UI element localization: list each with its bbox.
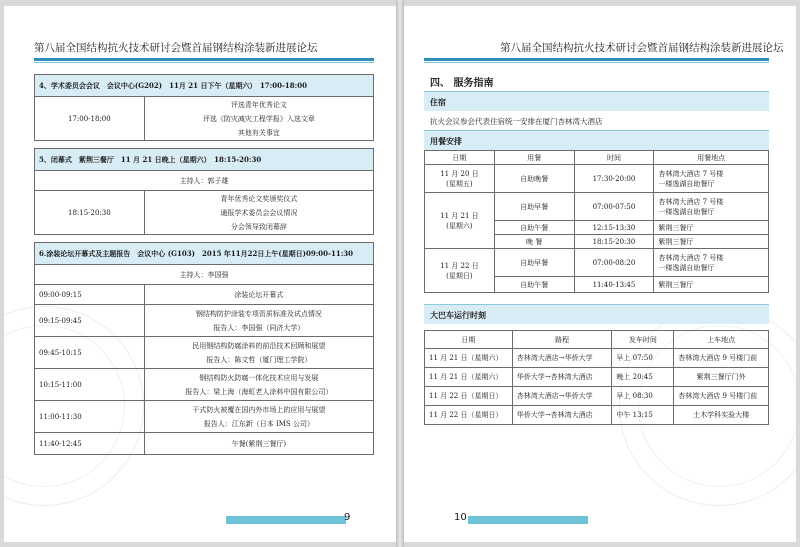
agenda-item: 干式防火被覆在国内外市场上的应用与展望	[192, 405, 326, 414]
place-cell: 土木学科实验大楼	[674, 406, 769, 425]
place-cell: 紫荆三餐厅	[654, 221, 769, 235]
agenda-cell	[144, 285, 373, 305]
lodging-text: 抗火会议参会代表住宿统一安排在厦门杏林湾大酒店	[430, 117, 603, 126]
meal-cell: 自助早餐	[494, 193, 574, 221]
agenda-item: 分会领导致闭幕辞	[230, 222, 287, 231]
agenda-item: 评选青年优秀论文	[230, 100, 287, 109]
time-cell: 11:40-13:45	[574, 277, 654, 293]
time-cell: 早上 07:50	[612, 349, 674, 368]
section-5-header	[35, 149, 374, 171]
agenda-cell	[144, 401, 373, 433]
table-row	[425, 165, 769, 193]
section-5-row	[35, 191, 374, 235]
column-header: 时间	[574, 151, 654, 165]
table-row	[425, 387, 769, 406]
time-cell: 09:45-10:15	[35, 337, 145, 369]
agenda-item: 报告人：江东新（日本 IMS 公司）	[203, 419, 314, 428]
agenda-cell	[144, 337, 373, 369]
left-page	[4, 6, 396, 542]
left-schedule-table	[34, 74, 374, 455]
meal-cell: 自助午餐	[494, 221, 574, 235]
time-cell: 中午 13:15	[612, 406, 674, 425]
section-6-title: 6.涂装论坛开幕式及主题报告 会议中心 (G103) 2015 年11月22日上午(星期日)09:00-11:30	[35, 243, 374, 265]
meal-cell: 自助午餐	[494, 277, 574, 293]
time-cell: 18:15-20:30	[35, 191, 145, 235]
time-cell: 07:00-08:20	[574, 249, 654, 277]
service-guide-title: 四、 服务指南	[430, 78, 494, 89]
agenda-item: 钢结构防护涂装专项资质标准及试点情况	[195, 309, 322, 318]
place-cell: 杏林湾大酒店 9 号楼门前	[674, 349, 769, 368]
date-cell: 11 月 21 日（星期六）	[425, 368, 513, 387]
meal-header-row	[425, 151, 769, 165]
footer-bar	[468, 516, 588, 524]
place-cell: 紫荆三餐厅	[654, 235, 769, 249]
agenda-item: 涂装论坛开幕式	[234, 290, 284, 299]
header-rule-thin	[424, 62, 769, 63]
agenda-item: 青年优秀论文奖颁奖仪式	[220, 194, 298, 203]
header-rule-thin	[34, 62, 374, 63]
host-cell: 主持人：郭子雄	[35, 171, 374, 191]
section-4-title: 4、学术委员会会议 会议中心(G202) 11月 21 日下午（星期六） 17:00-18:00	[35, 75, 374, 97]
agenda-item: 午餐(紫荆三餐厅)	[231, 439, 287, 448]
place-cell: 紫荆三餐厅	[654, 277, 769, 293]
table-row	[425, 249, 769, 277]
agenda-item: 钢结构防火防腐一体化技术应用与发展	[199, 373, 319, 382]
table-row	[425, 193, 769, 221]
section-5-title: 5、闭幕式 紫荆三餐厅 11 月 21 日晚上（星期六） 18:15-20:30	[35, 149, 374, 171]
place-cell: 杏林湾大酒店 7 号楼 一楼逸湖自助餐厅	[654, 193, 769, 221]
route-cell: 杏林湾大酒店→华侨大学	[512, 387, 612, 406]
header-rule	[424, 58, 769, 61]
time-cell: 11:40-12:45	[35, 433, 145, 455]
date-cell: 11 月 20 日 (星期五)	[425, 165, 495, 193]
agenda-item: 报告人：李国强（同济大学）	[213, 323, 305, 332]
place-cell: 杏林湾大酒店 7 号楼 一楼逸湖自助餐厅	[654, 249, 769, 277]
agenda-item: 民用钢结构防腐涂料的前沿技术回顾和展望	[192, 341, 326, 350]
route-cell: 杏林湾大酒店→华侨大学	[512, 349, 612, 368]
agenda-cell	[144, 191, 373, 235]
meal-table	[424, 150, 769, 293]
lodging-heading: 住宿	[424, 91, 769, 111]
date-cell: 11 月 22 日（星期日）	[425, 406, 513, 425]
spacer-row	[35, 141, 374, 149]
time-cell: 10:15-11:00	[35, 369, 145, 401]
page-header-title: 第八届全国结构抗火技术研讨会暨首届钢结构涂装新进展论坛	[500, 42, 784, 54]
agenda-item: 报告人：陈文哲（厦门理工学院）	[206, 355, 312, 364]
time-cell: 早上 08:30	[612, 387, 674, 406]
place-cell: 杏林湾大酒店 9 号楼门前	[674, 387, 769, 406]
page-header-title: 第八届全国结构抗火技术研讨会暨首届钢结构涂装新进展论坛	[34, 42, 318, 54]
time-cell: 09:15-09:45	[35, 305, 145, 337]
column-header: 日期	[425, 331, 513, 349]
agenda-cell	[144, 433, 373, 455]
bus-heading: 大巴车运行时刻	[424, 304, 769, 324]
host-cell: 主持人：李国强	[35, 265, 374, 285]
agenda-item: 报告人：梁上海（海虹老人涂料中国有限公司）	[185, 387, 333, 396]
time-cell: 18:15-20:30	[574, 235, 654, 249]
column-header: 日期	[425, 151, 495, 165]
route-cell: 华侨大学→杏林湾大酒店	[512, 406, 612, 425]
agenda-item: 评选《防灾减灾工程学报》入选文章	[202, 114, 315, 123]
route-cell: 华侨大学→杏林湾大酒店	[512, 368, 612, 387]
table-row	[425, 406, 769, 425]
table-row	[35, 401, 374, 433]
table-row	[35, 285, 374, 305]
header-rule	[34, 58, 374, 61]
agenda-item: 其他有关事宜	[237, 128, 280, 137]
time-cell: 07:00-07:50	[574, 193, 654, 221]
time-cell: 晚上 20:45	[612, 368, 674, 387]
place-cell: 杏林湾大酒店 7 号楼 一楼逸湖自助餐厅	[654, 165, 769, 193]
meal-heading: 用餐安排	[424, 130, 769, 150]
column-header: 发车时间	[612, 331, 674, 349]
table-row	[425, 368, 769, 387]
page-number: 10	[454, 512, 467, 523]
meal-cell: 自助早餐	[494, 249, 574, 277]
agenda-cell	[144, 369, 373, 401]
table-row	[35, 337, 374, 369]
section-5-host-row	[35, 171, 374, 191]
column-header: 用餐地点	[654, 151, 769, 165]
agenda-cell	[144, 305, 373, 337]
agenda-item: 通报学术委员会会议情况	[220, 208, 298, 217]
agenda-cell	[144, 97, 373, 141]
book-spine	[396, 0, 404, 547]
column-header: 路程	[512, 331, 612, 349]
time-cell: 17:30-20:00	[574, 165, 654, 193]
spacer-row	[35, 235, 374, 243]
right-page	[404, 6, 796, 542]
date-cell: 11 月 21 日（星期六）	[425, 349, 513, 368]
footer-bar	[226, 516, 346, 524]
table-row	[35, 433, 374, 455]
date-cell: 11 月 22 日 (星期日)	[425, 249, 495, 293]
section-4-header	[35, 75, 374, 97]
place-cell: 紫荆三餐厅门外	[674, 368, 769, 387]
date-cell: 11 月 21 日 (星期六)	[425, 193, 495, 249]
column-header: 上车地点	[674, 331, 769, 349]
column-header: 用餐	[494, 151, 574, 165]
table-row	[425, 349, 769, 368]
table-row	[35, 369, 374, 401]
time-cell: 09:00-09:15	[35, 285, 145, 305]
time-cell: 11:00-11:30	[35, 401, 145, 433]
meal-cell: 自助晚餐	[494, 165, 574, 193]
section-4-row	[35, 97, 374, 141]
section-6-header	[35, 243, 374, 265]
date-cell: 11 月 22 日（星期日）	[425, 387, 513, 406]
page-number: 9	[344, 512, 351, 523]
meal-cell: 晚 餐	[494, 235, 574, 249]
time-cell: 12:15-13:30	[574, 221, 654, 235]
bus-header-row	[425, 331, 769, 349]
table-row	[35, 305, 374, 337]
time-cell: 17:00-18:00	[35, 97, 145, 141]
section-6-host-row	[35, 265, 374, 285]
bus-table	[424, 330, 769, 425]
